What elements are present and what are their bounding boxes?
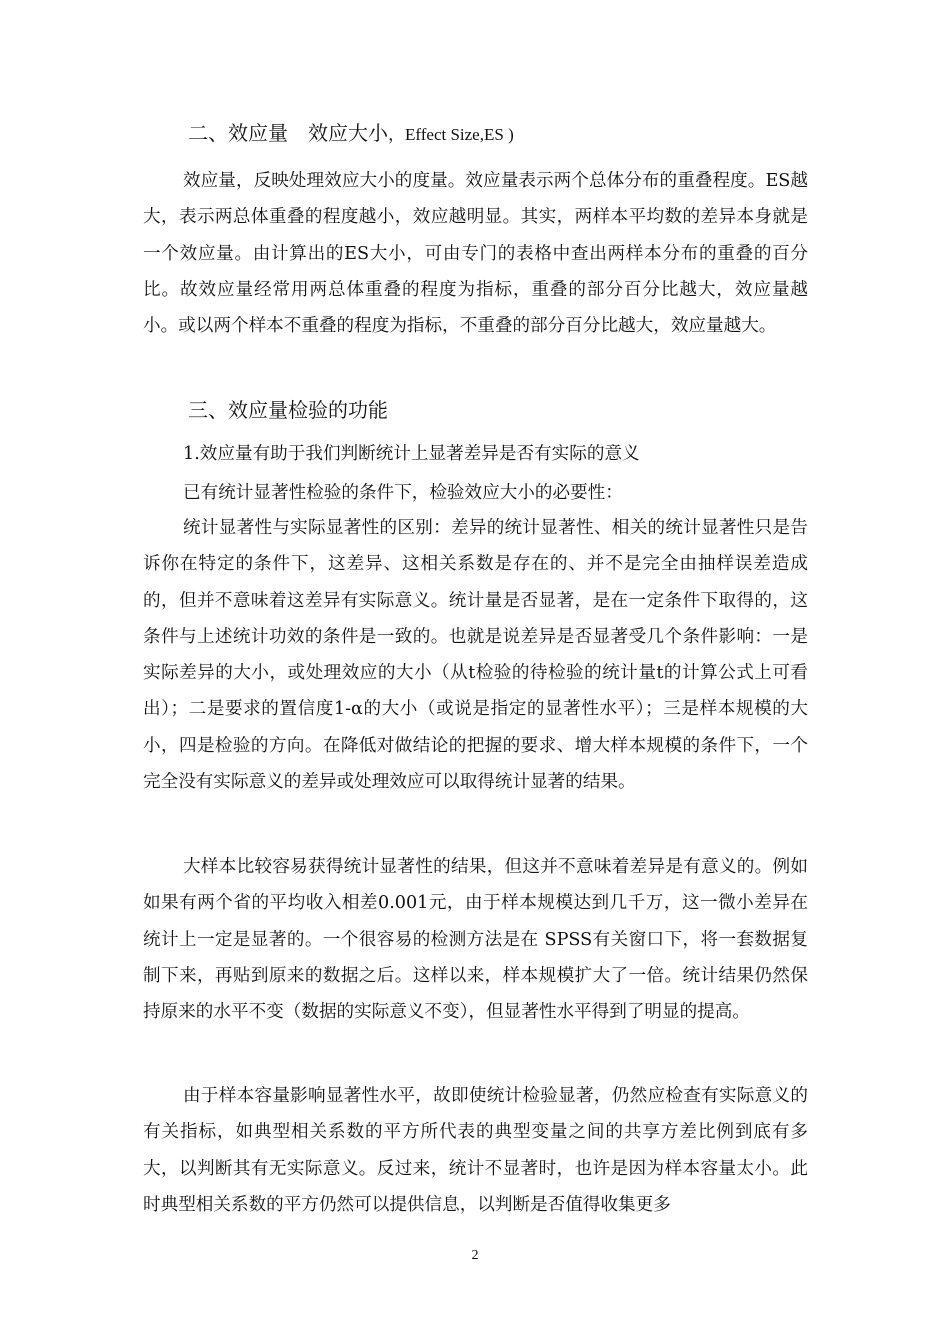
section-3-item-1-sub: 已有统计显著性检验的条件下，检验效应大小的必要性： [183, 483, 623, 503]
page-number: 2 [471, 1248, 479, 1263]
section-2-heading-cn: 二、效应量 效应大小 [188, 121, 388, 145]
section-3-item-1: 1.效应量有助于我们判断统计上显著差异是否有实际的意义 [183, 444, 640, 464]
section-3-paragraph-1: 统计显著性与实际显著性的区别：差异的统计显著性、相关的统计显著性只是告诉你在特定的条件下，这差异、这相关系数是存在的、并不是完全由抽样误差造成的，但并不意味着这差异有实际意义。统计量是否显著，是在一定条件下取得的，这条件与上述统计功效的条件是一致的。也就是说差异是否显著受几个条件影响：一是实际差异的大小，或处理效应的大小（从t检验的待检验的统计量t的计算公式上可看出）；二是要求的置信度1-α的大小（或说是指定的显著性水平）；三是样本规模的大小，四是检验的方向。在降低对做结论的把握的要求、增大样本规模的条件下，一个完全没有实际意义的差异或处理效应可以取得统计显著的结果。 [143, 518, 808, 793]
section-3-paragraph-3: 由于样本容量影响显著性水平，故即使统计检验显著，仍然应检查有实际意义的有关指标，如典型相关系数的平方所代表的典型变量之间的共享方差比例到底有多大，以判断其有无实际意义。反过来，统计不显著时，也许是因为样本容量太小。此时典型相关系数的平方仍然可以提供信息，以判断是否值得收集更多 [143, 1086, 808, 1215]
section-2-paragraph: 效应量，反映处理效应大小的度量。效应量表示两个总体分布的重叠程度。ES越大，表示两总体重叠的程度越小，效应越明显。其实，两样本平均数的差异本身就是一个效应量。由计算出的ES大小，可由专门的表格中查出两样本分布的重叠的百分比。故效应量经常用两总体重叠的程度为指标，重叠的部分百分比越大，效应量越小。或以两个样本不重叠的程度为指标，不重叠的部分百分比越大，效应量越大。 [143, 171, 808, 337]
section-2-heading [188, 119, 514, 149]
section-3-paragraph-2: 大样本比较容易获得统计显著性的结果，但这并不意味着差异是有意义的。例如如果有两个省的平均收入相差0.001元，由于样本规模达到几千万，这一微小差异在统计上一定是显著的。一个很容易的检测方法是在 SPSS有关窗口下，将一套数据复制下来，再贴到原来的数据之后。这样以来，样本规模扩大了一倍。统计结果仍然保持原来的水平不变（数据的实际意义不变），但显著性水平得到了明显的提高。 [143, 857, 808, 1023]
section-3-heading: 三、效应量检验的功能 [188, 398, 388, 422]
section-2-heading-en: ，Effect Size,ES ) [388, 125, 514, 144]
